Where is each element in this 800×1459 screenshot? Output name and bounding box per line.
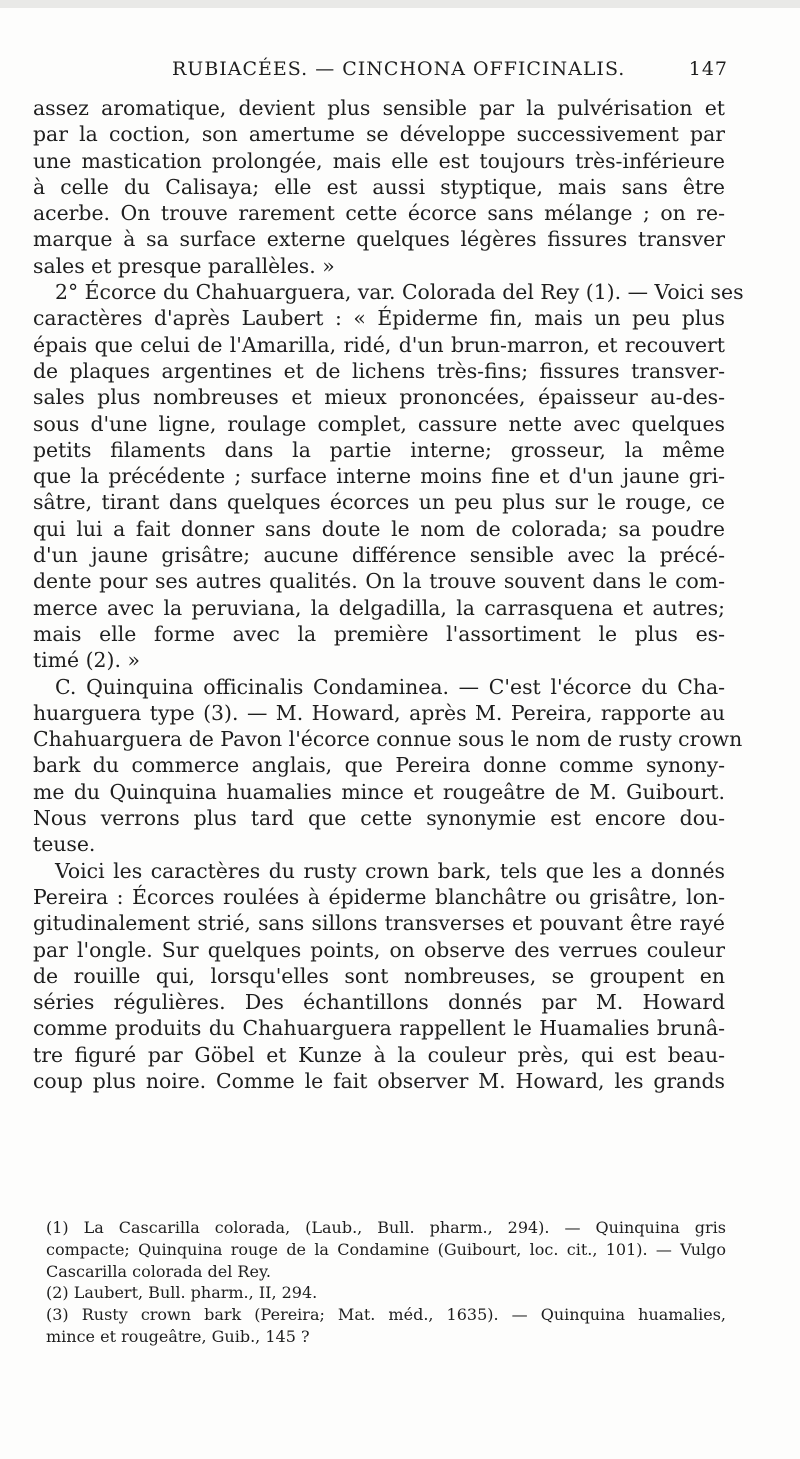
text-line: Nous verrons plus tard que cette synonymie est encore dou- xyxy=(33,806,725,831)
text-line: une mastication prolongée, mais elle est toujours très-inférieure xyxy=(33,148,725,173)
text-line: acerbe. On trouve rarement cette écorce sans mélange ; on re- xyxy=(33,201,725,226)
text-line: huarguera type (3). — M. Howard, après M. Pereira, rapporte au xyxy=(33,700,725,725)
text-line: assez aromatique, devient plus sensible par la pulvérisation et xyxy=(33,96,725,120)
main-text xyxy=(33,95,744,1094)
text-line: coup plus noire. Comme le fait observer M. Howard, les grands xyxy=(33,1068,725,1093)
footnote-line: compacte; Quinquina rouge de la Condamine (Guibourt, loc. cit., 101). — Vulgo xyxy=(46,1239,726,1259)
running-title: RUBIACÉES. — CINCHONA OFFICINALIS. xyxy=(172,58,626,80)
footnotes xyxy=(46,1217,726,1348)
footnote-line: Cascarilla colorada del Rey. xyxy=(46,1261,271,1281)
text-line: C. Quinquina officinalis Condaminea. — C'est l'écorce du Cha- xyxy=(55,674,725,699)
text-line: comme produits du Chahuarguera rappellent le Huamalies brunâ- xyxy=(33,1016,725,1041)
text-line: sâtre, tirant dans quelques écorces un peu plus sur le rouge, ce xyxy=(33,490,725,515)
scan-edge xyxy=(0,0,800,8)
running-header xyxy=(60,58,732,86)
text-line: teuse. xyxy=(33,832,96,857)
text-line: bark du commerce anglais, que Pereira donne comme synony- xyxy=(33,753,725,778)
text-line: merce avec la peruviana, la delgadilla, la carrasquena et autres; xyxy=(33,595,725,620)
text-line: sales plus nombreuses et mieux prononcées, épaisseur au-des- xyxy=(33,385,725,410)
text-line: Pereira : Écorces roulées à épiderme blanchâtre ou grisâtre, lon- xyxy=(33,884,725,909)
text-line: de rouille qui, lorsqu'elles sont nombreuses, se groupent en xyxy=(33,963,725,988)
text-line: dente pour ses autres qualités. On la trouve souvent dans le com- xyxy=(33,569,725,594)
text-line: par l'ongle. Sur quelques points, on observe des verrues couleur xyxy=(33,937,725,962)
text-line: à celle du Calisaya; elle est aussi styptique, mais sans être xyxy=(33,174,725,199)
text-line: mais elle forme avec la première l'assortiment le plus es- xyxy=(33,621,725,646)
footnote-line: mince et rougeâtre, Guib., 145 ? xyxy=(46,1326,310,1346)
footnote-line: (3) Rusty crown bark (Pereira; Mat. méd., 1635). — Quinquina huamalies, xyxy=(46,1305,726,1325)
text-line: sales et presque parallèles. » xyxy=(33,253,335,278)
text-line: qui lui a fait donner sans doute le nom de colorada; sa poudre xyxy=(33,516,725,541)
page-number: 147 xyxy=(688,58,728,80)
text-line: caractères d'après Laubert : « Épiderme fin, mais un peu plus xyxy=(33,306,725,331)
text-line: séries régulières. Des échantillons donnés par M. Howard xyxy=(33,990,725,1015)
text-line: épais que celui de l'Amarilla, ridé, d'un brun-marron, et recouvert xyxy=(33,332,725,357)
text-line: tre figuré par Göbel et Kunze à la couleur près, qui est beau- xyxy=(33,1042,725,1067)
text-line: d'un jaune grisâtre; aucune différence sensible avec la précé- xyxy=(33,543,725,568)
text-line: marque à sa surface externe quelques légères fissures transver xyxy=(33,227,725,252)
text-line: me du Quinquina huamalies mince et rougeâtre de M. Guibourt. xyxy=(33,779,725,804)
text-line: sous d'une ligne, roulage complet, cassure nette avec quelques xyxy=(33,411,725,436)
text-line: petits filaments dans la partie interne; grosseur, la même xyxy=(33,437,725,462)
footnote-line: (1) La Cascarilla colorada, (Laub., Bull. pharm., 294). — Quinquina gris xyxy=(46,1218,726,1237)
text-line: de plaques argentines et de lichens très-fins; fissures transver- xyxy=(33,358,725,383)
text-line: 2° Écorce du Chahuarguera, var. Colorada del Rey (1). — Voici ses xyxy=(55,280,744,305)
text-line: par la coction, son amertume se développe successivement par xyxy=(33,122,725,147)
text-line: que la précédente ; surface interne moins fine et d'un jaune gri- xyxy=(33,464,725,489)
footnote-line: (2) Laubert, Bull. pharm., II, 294. xyxy=(46,1283,318,1303)
text-line: Chahuarguera de Pavon l'écorce connue sous le nom de rusty crown xyxy=(33,727,743,752)
text-line: gitudinalement strié, sans sillons transverses et pouvant être rayé xyxy=(33,911,725,936)
text-line: Voici les caractères du rusty crown bark, tels que les a donnés xyxy=(55,858,725,883)
text-line: timé (2). » xyxy=(33,648,140,673)
